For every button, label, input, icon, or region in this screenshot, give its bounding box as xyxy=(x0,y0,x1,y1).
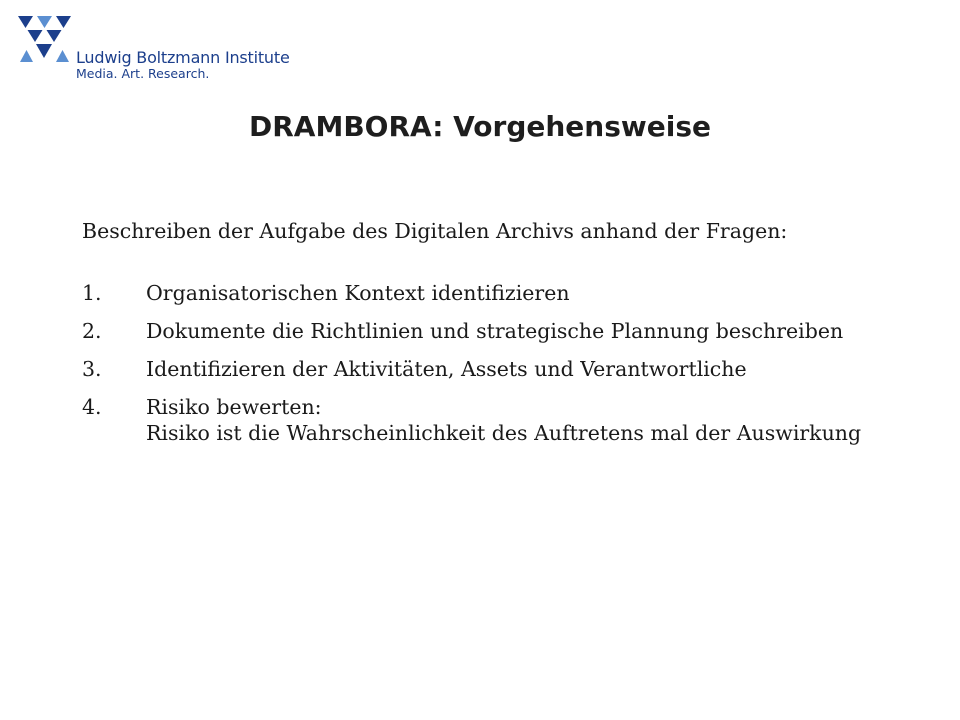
step-number: 1. xyxy=(82,281,102,305)
steps-list xyxy=(82,280,902,446)
list-item xyxy=(82,318,902,344)
list-item xyxy=(82,394,902,446)
list-item xyxy=(82,356,902,382)
step-number: 2. xyxy=(82,319,102,343)
logo-text xyxy=(76,50,290,80)
step-line: Identifizieren der Aktivitäten, Assets und Verantwortliche xyxy=(146,357,747,381)
institute-logo xyxy=(16,12,316,84)
step-number: 4. xyxy=(82,395,102,419)
logo-tagline: Media. Art. Research. xyxy=(76,65,210,81)
logo-name: Ludwig Boltzmann Institute xyxy=(76,48,290,67)
intro-text: Beschreiben der Aufgabe des Digitalen Archivs anhand der Fragen: xyxy=(82,219,788,243)
slide-content xyxy=(82,218,902,458)
step-line: Dokumente die Richtlinien und strategische Plannung beschreiben xyxy=(146,319,844,343)
step-line: Risiko bewerten: xyxy=(146,395,322,419)
step-text xyxy=(146,318,902,344)
step-subline: Risiko ist die Wahrscheinlichkeit des Auftretens mal der Auswirkung xyxy=(146,421,862,445)
step-line: Organisatorischen Kontext identifizieren xyxy=(146,281,570,305)
step-text xyxy=(146,280,902,306)
triangle-logo-icon xyxy=(16,12,74,66)
step-text xyxy=(146,394,902,446)
step-number: 3. xyxy=(82,357,102,381)
step-text xyxy=(146,356,902,382)
list-item xyxy=(82,280,902,306)
slide-title: DRAMBORA: Vorgehensweise xyxy=(248,110,712,143)
